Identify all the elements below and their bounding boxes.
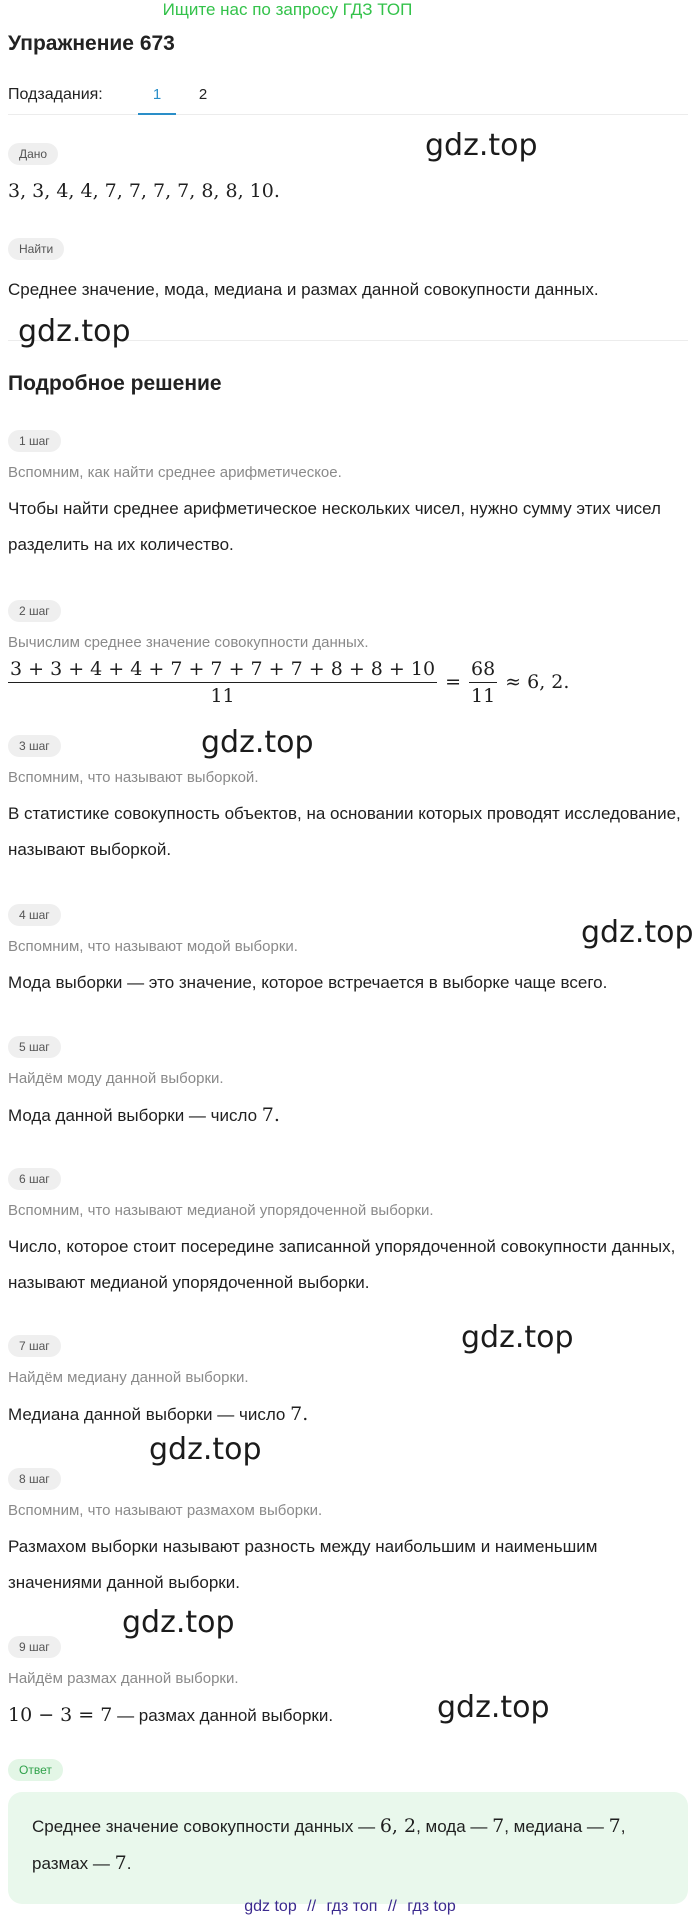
step-3-badge: 3 шаг xyxy=(8,735,61,757)
answer-mean: 6, 2 xyxy=(379,1815,417,1837)
footer-link-gdz-top[interactable]: gdz top xyxy=(244,1898,297,1915)
answer-box xyxy=(8,1792,688,1904)
step-1-hint: Вспомним, как найти среднее арифметическое. xyxy=(8,464,342,481)
answer-part: , медиана — xyxy=(504,1817,609,1836)
watermark: gdz.top xyxy=(581,915,694,950)
step-2-badge: 2 шаг xyxy=(8,600,61,622)
promo-banner[interactable]: Ищите нас по запросу ГДЗ ТОП xyxy=(162,0,413,19)
solution-title: Подробное решение xyxy=(8,372,222,395)
find-text: Среднее значение, мода, медиана и размах данной совокупности данных. xyxy=(8,280,599,299)
step-8-text: Размахом выборки называют разность между наибольшим и наименьшим значениями данной выборки. xyxy=(8,1537,598,1592)
subtasks-bar xyxy=(8,80,688,116)
step-9-math: 10 − 3 = 7 xyxy=(8,1704,113,1726)
step-9-hint: Найдём размах данной выборки. xyxy=(8,1670,239,1687)
footer-separator: // xyxy=(307,1898,317,1915)
answer-part: , размах — xyxy=(32,1817,626,1873)
step-5-math: 7. xyxy=(261,1104,280,1126)
active-tab-indicator xyxy=(138,113,176,115)
answer-text xyxy=(32,1808,672,1882)
step-1-badge: 1 шаг xyxy=(8,430,61,452)
step-3-hint: Вспомним, что называют выборкой. xyxy=(8,769,259,786)
watermark: gdz.top xyxy=(437,1690,550,1725)
subtask-tab-2[interactable]: 2 xyxy=(198,86,208,103)
answer-badge: Ответ xyxy=(8,1759,63,1781)
result-fraction xyxy=(469,658,497,707)
step-4-badge: 4 шаг xyxy=(8,904,61,926)
result-numerator: 68 xyxy=(469,658,497,683)
step-5-hint: Найдём моду данной выборки. xyxy=(8,1070,224,1087)
step-9-sentence: — размах данной выборки. xyxy=(112,1706,334,1725)
step-3-text: В статистике совокупность объектов, на основании которых проводят исследование, называют выборкой. xyxy=(8,804,681,859)
step-4-hint: Вспомним, что называют модой выборки. xyxy=(8,938,298,955)
step-5-text xyxy=(8,1097,688,1134)
equals-sign: = xyxy=(445,671,461,693)
sum-numerator: 3 + 3 + 4 + 4 + 7 + 7 + 7 + 7 + 8 + 8 + 10 xyxy=(8,658,437,683)
step-1-text: Чтобы найти среднее арифметическое нескольких чисел, нужно сумму этих чисел разделить на их количество. xyxy=(8,499,661,554)
subtasks-divider xyxy=(8,114,688,115)
step-4-text: Мода выборки — это значение, которое встречается в выборке чаще всего. xyxy=(8,973,608,992)
step-7-math: 7. xyxy=(290,1403,309,1425)
step-5-badge: 5 шаг xyxy=(8,1036,61,1058)
find-badge: Найти xyxy=(8,238,64,260)
step-6-text: Число, которое стоит посередине записанной упорядоченной совокупности данных, называют медианой упорядоченной выборки. xyxy=(8,1237,676,1292)
step-7-text xyxy=(8,1396,688,1433)
watermark: gdz.top xyxy=(149,1432,262,1467)
step-6-hint: Вспомним, что называют медианой упорядоченной выборки. xyxy=(8,1202,434,1219)
footer-link-gdz-top-mixed[interactable]: гдз top xyxy=(407,1898,456,1915)
footer-link-gdz-top-ru[interactable]: гдз топ xyxy=(326,1898,378,1915)
page-title: Упражнение 673 xyxy=(8,32,175,55)
answer-range: 7 xyxy=(114,1852,127,1874)
footer-separator: // xyxy=(387,1898,397,1915)
approx-result: ≈ 6, 2. xyxy=(505,671,570,693)
sum-fraction xyxy=(8,658,437,707)
answer-part: , мода — xyxy=(416,1817,493,1836)
subtask-tab-1[interactable]: 1 xyxy=(152,86,162,103)
sum-denominator: 11 xyxy=(210,684,235,707)
result-denominator: 11 xyxy=(470,684,496,707)
answer-part: Среднее значение совокупности данных — xyxy=(32,1817,380,1836)
step-7-badge: 7 шаг xyxy=(8,1335,61,1357)
step-8-badge: 8 шаг xyxy=(8,1468,61,1490)
mean-formula xyxy=(8,652,577,712)
step-7-sentence: Медиана данной выборки — число xyxy=(8,1405,291,1424)
given-badge: Дано xyxy=(8,143,58,165)
given-numbers: 3, 3, 4, 4, 7, 7, 7, 7, 8, 8, 10. xyxy=(8,180,280,202)
answer-median: 7 xyxy=(608,1815,621,1837)
step-9-text xyxy=(8,1697,688,1734)
answer-mode: 7 xyxy=(492,1815,505,1837)
watermark: gdz.top xyxy=(201,725,314,760)
watermark: gdz.top xyxy=(122,1605,235,1640)
step-5-sentence: Мода данной выборки — число xyxy=(8,1106,262,1125)
step-9-badge: 9 шаг xyxy=(8,1636,61,1658)
footer-links xyxy=(0,1898,700,1916)
watermark: gdz.top xyxy=(18,314,131,349)
step-6-badge: 6 шаг xyxy=(8,1168,61,1190)
step-2-hint: Вычислим среднее значение совокупности данных. xyxy=(8,634,369,651)
answer-part: . xyxy=(126,1854,132,1873)
watermark: gdz.top xyxy=(461,1320,574,1355)
step-7-hint: Найдём медиану данной выборки. xyxy=(8,1369,249,1386)
subtasks-label: Подзадания: xyxy=(8,86,103,103)
watermark: gdz.top xyxy=(425,128,538,163)
step-8-hint: Вспомним, что называют размахом выборки. xyxy=(8,1502,323,1519)
